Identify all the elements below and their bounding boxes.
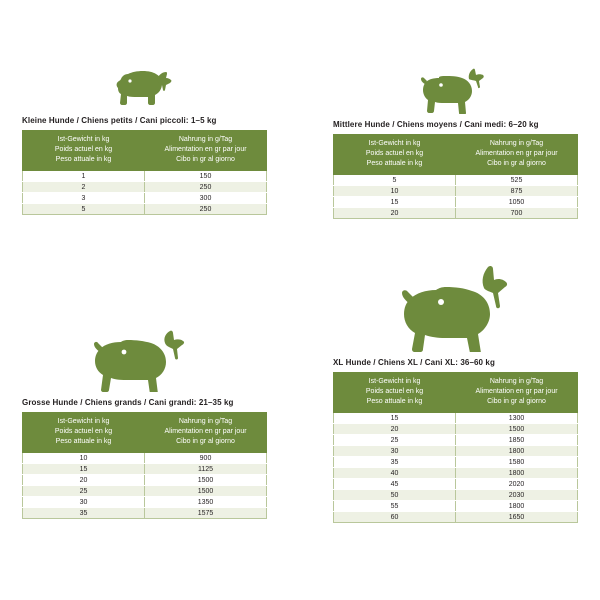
cell-weight: 25 (23, 486, 145, 497)
cell-weight: 15 (334, 197, 456, 208)
cell-food: 250 (145, 182, 267, 193)
table-row (23, 508, 267, 519)
column-header-weight (23, 130, 145, 170)
panel-xl-dogs (333, 262, 578, 523)
cell-food: 1500 (145, 475, 267, 486)
cell-weight: 15 (23, 464, 145, 475)
table-row (23, 486, 267, 497)
cell-food: 1300 (456, 413, 578, 424)
table-row (334, 479, 578, 490)
table-row (334, 175, 578, 186)
panel-title-small: Kleine Hunde / Chiens petits / Cani piccoli: 1–5 kg (22, 116, 217, 125)
header-weight-fr: Poids actuel en kg (54, 145, 113, 153)
column-header-food (145, 130, 267, 170)
cell-weight: 10 (334, 186, 456, 197)
cell-weight: 15 (334, 413, 456, 424)
cell-food: 1580 (456, 457, 578, 468)
header-weight-it: Peso attuale in kg (366, 397, 423, 405)
table-row (23, 193, 267, 204)
cell-food: 525 (456, 175, 578, 186)
header-weight-de: Ist-Gewicht in kg (368, 139, 421, 147)
panel-small-dogs (22, 68, 267, 215)
cell-food: 1800 (456, 468, 578, 479)
cell-weight: 25 (334, 435, 456, 446)
column-header-weight (23, 412, 145, 452)
table-row (334, 413, 578, 424)
cell-food: 250 (145, 204, 267, 215)
cell-food: 1500 (145, 486, 267, 497)
header-weight-de: Ist-Gewicht in kg (57, 417, 110, 425)
cell-food: 1850 (456, 435, 578, 446)
table-row (334, 501, 578, 512)
cell-food: 1800 (456, 446, 578, 457)
cell-weight: 50 (334, 490, 456, 501)
table-header-row (334, 134, 578, 174)
cell-food: 1350 (145, 497, 267, 508)
cell-weight: 45 (334, 479, 456, 490)
panel-title-xl: XL Hunde / Chiens XL / Cani XL: 36–60 kg (333, 358, 495, 367)
table-row (334, 435, 578, 446)
cell-food: 2020 (456, 479, 578, 490)
header-food-it: Cibo in gr al giorno (487, 159, 546, 167)
cell-weight: 20 (334, 424, 456, 435)
cell-weight: 3 (23, 193, 145, 204)
table-header-row (23, 130, 267, 170)
header-food-fr: Alimentation en gr par jour (164, 427, 247, 435)
header-food-de: Nahrung in g/Tag (489, 377, 544, 385)
panel-title-large: Grosse Hunde / Chiens grands / Cani grandi: 21–35 kg (22, 398, 234, 407)
cell-food: 1650 (456, 512, 578, 523)
cell-food: 1800 (456, 501, 578, 512)
table-row (23, 497, 267, 508)
table-row (23, 464, 267, 475)
header-weight-it: Peso attuale in kg (366, 159, 423, 167)
table-xl-dogs (333, 372, 578, 523)
cell-weight: 2 (23, 182, 145, 193)
header-food-de: Nahrung in g/Tag (178, 417, 233, 425)
cell-food: 875 (456, 186, 578, 197)
panel-medium-dogs (333, 68, 578, 219)
header-food-fr: Alimentation en gr par jour (475, 149, 558, 157)
cell-weight: 35 (23, 508, 145, 519)
header-food-de: Nahrung in g/Tag (489, 139, 544, 147)
table-row (23, 453, 267, 464)
cell-food: 1125 (145, 464, 267, 475)
panel-title-medium: Mittlere Hunde / Chiens moyens / Cani medi: 6–20 kg (333, 120, 539, 129)
cell-food: 1500 (456, 424, 578, 435)
cell-food: 700 (456, 208, 578, 219)
table-large-dogs (22, 412, 267, 519)
table-row (23, 171, 267, 182)
cell-weight: 10 (23, 453, 145, 464)
header-weight-fr: Poids actuel en kg (54, 427, 113, 435)
column-header-weight (334, 372, 456, 412)
cell-weight: 35 (334, 457, 456, 468)
header-food-it: Cibo in gr al giorno (487, 397, 546, 405)
header-food-it: Cibo in gr al giorno (176, 155, 235, 163)
table-row (334, 446, 578, 457)
cell-weight: 30 (23, 497, 145, 508)
table-row (334, 424, 578, 435)
header-weight-fr: Poids actuel en kg (365, 149, 424, 157)
column-header-weight (334, 134, 456, 174)
table-header-row (23, 412, 267, 452)
table-row (334, 457, 578, 468)
cell-weight: 60 (334, 512, 456, 523)
header-weight-de: Ist-Gewicht in kg (368, 377, 421, 385)
header-weight-de: Ist-Gewicht in kg (57, 135, 110, 143)
xl-dog-icon (396, 262, 516, 352)
header-food-it: Cibo in gr al giorno (176, 437, 235, 445)
table-row (334, 512, 578, 523)
cell-weight: 40 (334, 468, 456, 479)
column-header-food (456, 372, 578, 412)
cell-food: 2030 (456, 490, 578, 501)
table-header-row (334, 372, 578, 412)
table-row (23, 475, 267, 486)
table-row (23, 182, 267, 193)
header-weight-it: Peso attuale in kg (55, 437, 112, 445)
cell-food: 900 (145, 453, 267, 464)
table-row (23, 204, 267, 215)
cell-food: 300 (145, 193, 267, 204)
cell-food: 1575 (145, 508, 267, 519)
cell-weight: 20 (334, 208, 456, 219)
cell-food: 150 (145, 171, 267, 182)
header-food-de: Nahrung in g/Tag (178, 135, 233, 143)
table-row (334, 197, 578, 208)
table-row (334, 490, 578, 501)
cell-weight: 55 (334, 501, 456, 512)
header-food-fr: Alimentation en gr par jour (475, 387, 558, 395)
column-header-food (145, 412, 267, 452)
cell-weight: 5 (23, 204, 145, 215)
small-dog-icon (114, 68, 176, 110)
cell-weight: 20 (23, 475, 145, 486)
header-weight-it: Peso attuale in kg (55, 155, 112, 163)
cell-food: 1050 (456, 197, 578, 208)
medium-dog-icon (419, 68, 493, 114)
table-medium-dogs (333, 134, 578, 219)
table-row (334, 468, 578, 479)
table-row (334, 208, 578, 219)
header-food-fr: Alimentation en gr par jour (164, 145, 247, 153)
panel-large-dogs (22, 330, 267, 519)
cell-weight: 5 (334, 175, 456, 186)
cell-weight: 30 (334, 446, 456, 457)
table-small-dogs (22, 130, 267, 215)
header-weight-fr: Poids actuel en kg (365, 387, 424, 395)
cell-weight: 1 (23, 171, 145, 182)
table-row (334, 186, 578, 197)
large-dog-icon (91, 330, 199, 392)
column-header-food (456, 134, 578, 174)
